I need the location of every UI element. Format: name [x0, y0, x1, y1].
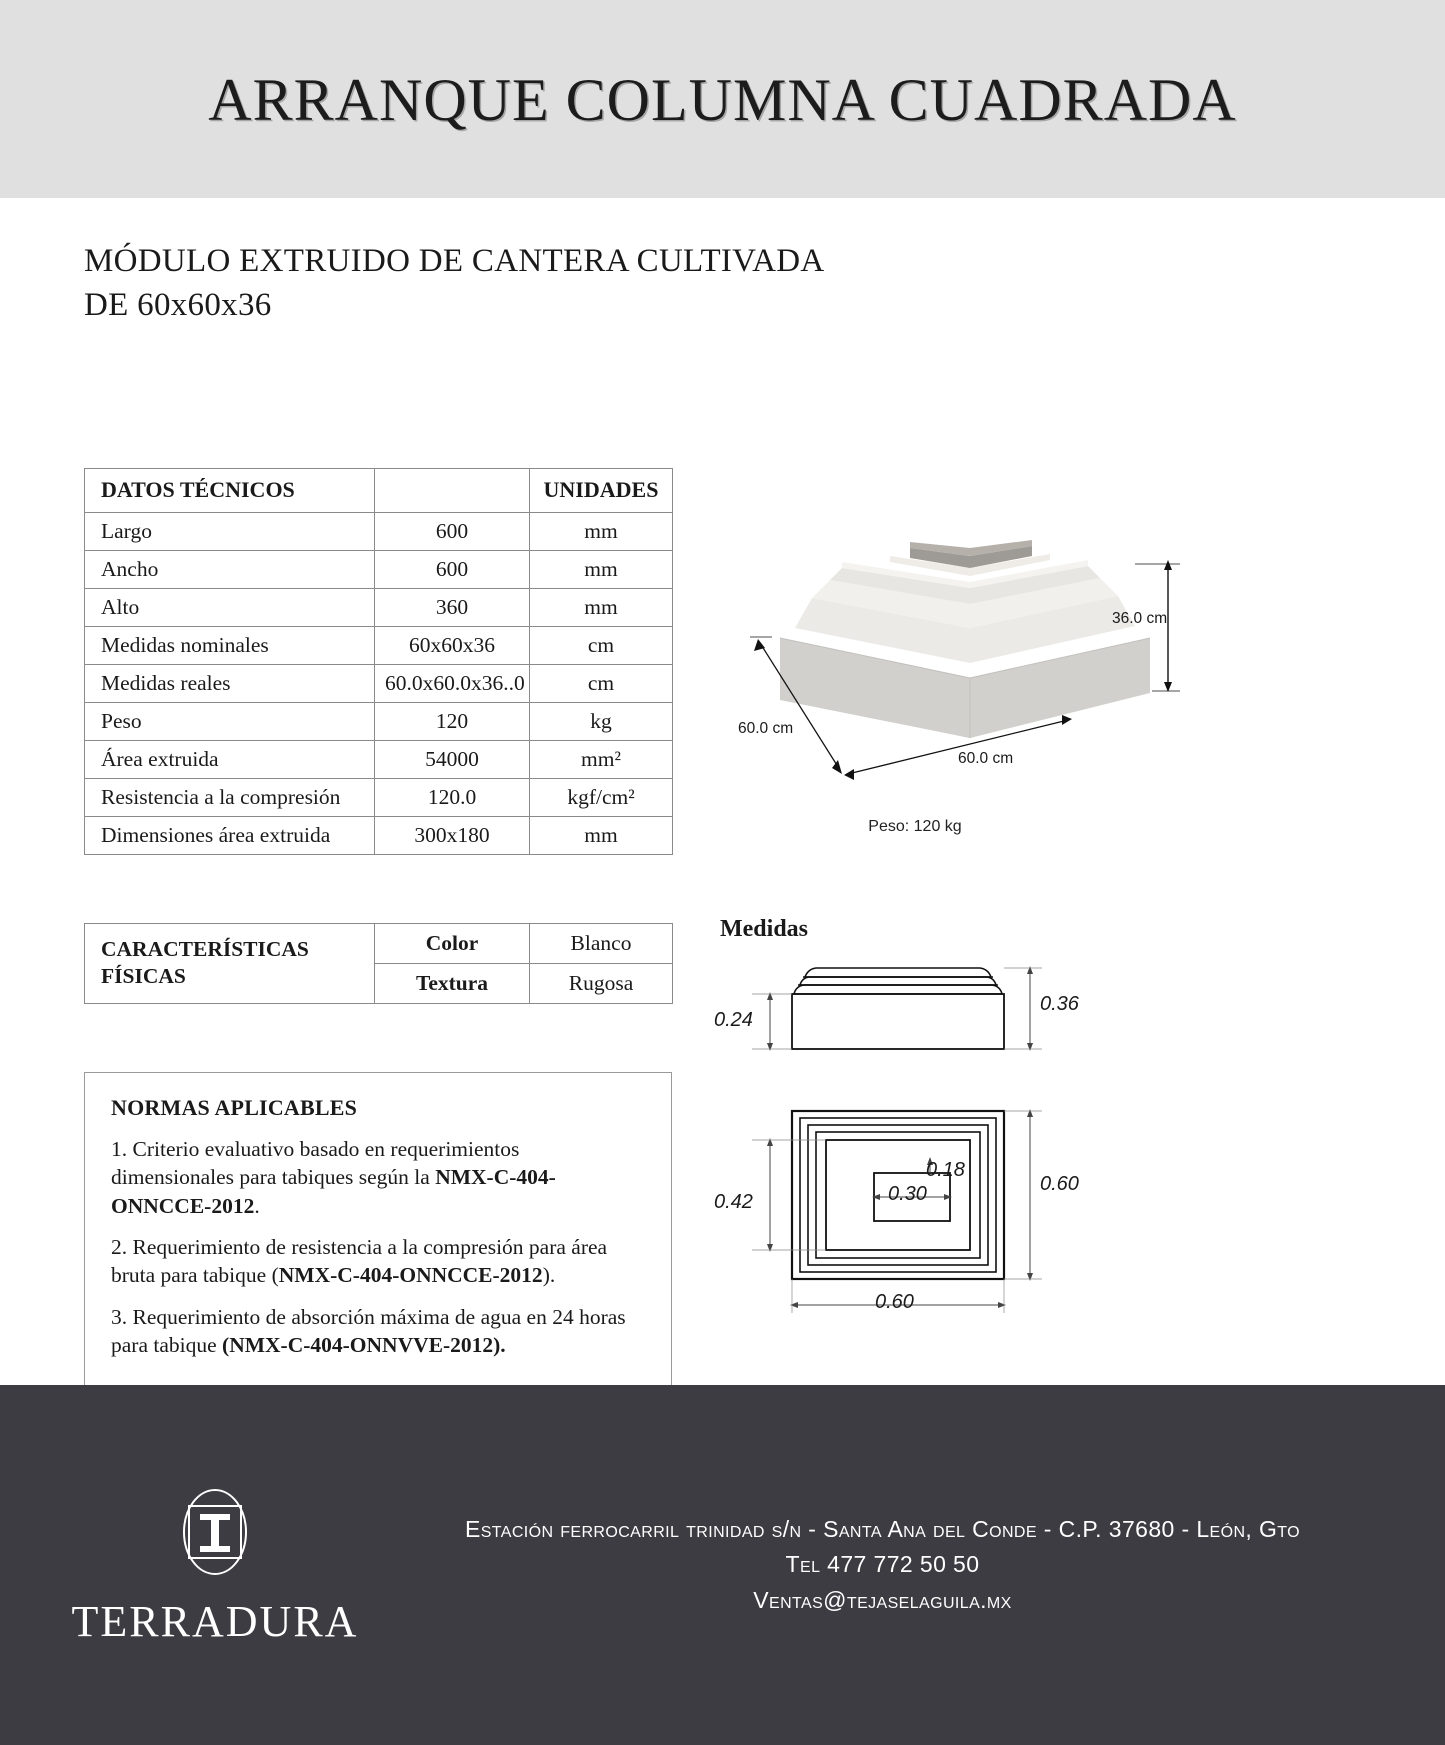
norms-box [84, 1072, 672, 1387]
char-value-color: Blanco [530, 923, 673, 963]
row-unit-peso: kg [530, 702, 673, 740]
row-label-resistencia: Resistencia a la compresión [85, 778, 375, 816]
table-row [85, 816, 673, 854]
table-row [85, 664, 673, 702]
row-unit-area-extruida: mm² [530, 740, 673, 778]
norm-item-3 [111, 1303, 645, 1360]
row-label-medidas-reales: Medidas reales [85, 664, 375, 702]
row-value-area-extruida: 54000 [375, 740, 530, 778]
brand-name: TERRADURA [71, 1596, 359, 1646]
table-row [85, 923, 673, 963]
plan-dim-outer-height: 0.60 [1040, 1172, 1079, 1195]
row-value-alto: 360 [375, 588, 530, 626]
char-table-title [85, 923, 375, 1003]
header-band [0, 0, 1445, 198]
table-row [85, 588, 673, 626]
photo-dim-width-label: 60.0 cm [958, 749, 1014, 767]
table-row [85, 512, 673, 550]
row-label-medidas-nominales: Medidas nominales [85, 626, 375, 664]
product-photo-block [720, 488, 1200, 878]
plan-dim-inner-large: 0.42 [714, 1190, 753, 1213]
footer-address: Estación ferrocarril trinidad s/n - Santa Ana del Conde - C.P. 37680 - León, Gto [464, 1515, 1301, 1542]
norm-item-2 [111, 1233, 645, 1290]
norm-1-post: . [254, 1193, 260, 1218]
char-title-line-1: CARACTERÍSTICAS [101, 937, 309, 962]
norm-2-post: ). [542, 1263, 556, 1288]
product-photo-illustration [720, 488, 1200, 848]
right-column [714, 488, 1420, 1321]
row-label-ancho: Ancho [85, 550, 375, 588]
brand-logo [50, 1484, 380, 1647]
table-header-row [85, 468, 673, 512]
header-value-blank [375, 468, 530, 512]
row-label-area-extruida: Área extruida [85, 740, 375, 778]
table-row [85, 702, 673, 740]
row-value-medidas-nominales: 60x60x36 [375, 626, 530, 664]
norm-1-code: NMX-C-404-ONNCCE-2012 [111, 1165, 556, 1218]
row-value-largo: 600 [375, 512, 530, 550]
photo-weight-caption: Peso: 120 kg [868, 817, 962, 835]
row-unit-medidas-nominales: cm [530, 626, 673, 664]
table-row [85, 550, 673, 588]
header-unidades: UNIDADES [530, 468, 673, 512]
row-label-alto: Alto [85, 588, 375, 626]
table-row [85, 740, 673, 778]
spacer-1 [84, 855, 684, 923]
medidas-heading: Medidas [720, 915, 809, 942]
elevation-dim-total-height: 0.36 [1040, 992, 1079, 1015]
row-unit-medidas-reales: cm [530, 664, 673, 702]
row-value-ancho: 600 [375, 550, 530, 588]
subtitle-line-2: DE 60x60x36 [84, 286, 272, 323]
norm-2-text: 2. Requerimiento de resistencia a la compresión para área bruta para tabique ( [111, 1234, 608, 1288]
norm-item-1 [111, 1135, 645, 1220]
photo-dim-depth-label: 60.0 cm [738, 719, 794, 737]
footer-email[interactable]: Ventas@tejaselaguila.mx [753, 1586, 1012, 1613]
photo-dim-height-label: 36.0 cm [1112, 609, 1168, 627]
plan-drawing [730, 1101, 1090, 1321]
elevation-dim-body-height: 0.24 [714, 1008, 753, 1031]
physical-characteristics-table [84, 923, 673, 1004]
subtitle-line-1: MÓDULO EXTRUIDO DE CANTERA CULTIVADA [84, 243, 825, 279]
char-value-textura: Rugosa [530, 963, 673, 1003]
row-value-medidas-reales: 60.0x60.0x36..0 [375, 664, 530, 702]
norm-1-text: 1. Criterio evaluativo basado en requerimientos dimensionales para tabiques según la [111, 1136, 520, 1190]
row-unit-dimensiones-area: mm [530, 816, 673, 854]
elevation-drawing [730, 961, 1090, 1081]
row-unit-largo: mm [530, 512, 673, 550]
row-unit-resistencia: kgf/cm² [530, 778, 673, 816]
row-value-peso: 120 [375, 702, 530, 740]
spacer-2 [84, 1004, 684, 1072]
table-row [85, 778, 673, 816]
footer [0, 1385, 1445, 1745]
row-label-peso: Peso [85, 702, 375, 740]
terradura-monogram-icon [167, 1484, 263, 1592]
subtitle-block [84, 240, 1184, 328]
char-key-textura: Textura [375, 963, 530, 1003]
row-unit-ancho: mm [530, 550, 673, 588]
norms-title: NORMAS APLICABLES [111, 1094, 358, 1120]
char-key-color: Color [375, 923, 530, 963]
plan-dim-outer-width: 0.60 [875, 1290, 914, 1313]
row-unit-alto: mm [530, 588, 673, 626]
technical-data-table [84, 468, 673, 855]
row-label-largo: Largo [85, 512, 375, 550]
table-row [85, 626, 673, 664]
plan-dim-inner-width: 0.30 [888, 1182, 927, 1205]
row-value-resistencia: 120.0 [375, 778, 530, 816]
norm-3-text: 3. Requerimiento de absorción máxima de agua en 24 horas para tabique [111, 1304, 626, 1357]
char-title-line-2: FÍSICAS [101, 964, 186, 989]
norm-3-code: (NMX-C-404-ONNVVE-2012). [222, 1333, 506, 1357]
technical-drawings [714, 961, 1090, 1321]
footer-phone[interactable]: Tel 477 772 50 50 [785, 1551, 980, 1578]
norm-2-code: NMX-C-404-ONNCCE-2012 [278, 1263, 543, 1288]
header-datos-tecnicos: DATOS TÉCNICOS [85, 468, 375, 512]
row-label-dimensiones-area: Dimensiones área extruida [85, 816, 375, 854]
plan-dim-inner-small: 0.18 [926, 1158, 965, 1181]
left-column [84, 468, 684, 1387]
row-value-dimensiones-area: 300x180 [375, 816, 530, 854]
page-title: ARRANQUE COLUMNA CUADRADA [208, 67, 1237, 134]
footer-contact-info [380, 1512, 1445, 1619]
